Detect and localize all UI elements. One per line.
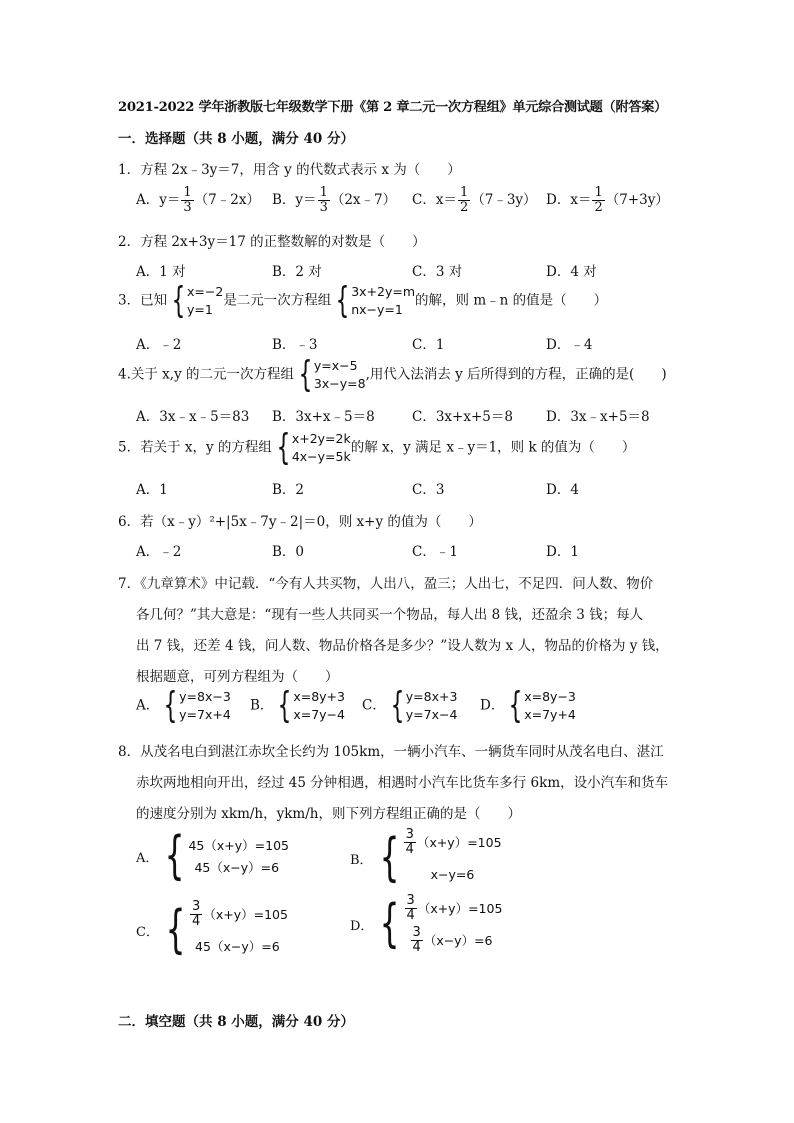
q2-option-d: D．4 对 (546, 264, 597, 280)
question-7-line-1: 7．《九章算术》中记载．“今有人共买物，人出八，盈三；人出七，不足四．问人数、物价 (118, 576, 654, 592)
question-2-stem: 2．方程 2x+3y＝17 的正整数解的对数是（ ） (118, 234, 426, 250)
q5-option-c: C．3 (412, 482, 445, 498)
q2-option-c: C．3 对 (412, 264, 463, 280)
q1-option-d: D．x＝ $\frac{1}{2}$ （7+3y） (546, 185, 669, 215)
q1-option-a: A．y＝ $\frac{1}{3}$ （7﹣2x） (136, 185, 260, 215)
q6-option-c: C．﹣1 (412, 544, 458, 560)
q3-option-a: A．﹣2 (136, 337, 182, 353)
q4-option-b: B．3x+x﹣5＝8 (272, 409, 375, 425)
q8-option-d: D． { $\frac{3}{4}$ （x+y）=105 $\frac{3}{4}$ （x−y）=6 (350, 892, 503, 955)
q2-option-a: A．1 对 (136, 264, 186, 280)
question-8-line-2: 赤坎两地相向开出，经过 45 分钟相遇，相遇时小汽车比货车多行 6km，设小汽车和货车 (136, 775, 669, 791)
q2-option-b: B．2 对 (272, 264, 322, 280)
q7-option-a: A． { y=8x−3 y=7x+4 (136, 685, 231, 726)
q8-option-a: A． { 45（x+y）=105 45（x−y）=6 (136, 826, 289, 886)
q4-option-d: D．3x﹣x+5＝8 (546, 409, 650, 425)
question-3-stem: 3．已知 { x=−2 y=1 是二元一次方程组 { 3x+2y=m nx−y=1 的解，则 m﹣n 的值是（ ） (118, 280, 608, 321)
q5-option-d: D．4 (546, 482, 579, 498)
question-8-line-3: 的速度分别为 xkm/h，ykm/h，则下列方程组正确的是（ ） (136, 806, 521, 822)
q7-option-b: B． { x=8y+3 x=7y−4 (250, 685, 345, 726)
section-heading-choice: 一．选择题（共 8 小题，满分 40 分） (118, 131, 354, 147)
question-7-line-2: 各几何？”其大意是：“现有一些人共同买一个物品，每人出 8 钱，还盈余 3 钱；每人 (136, 607, 644, 623)
q5-option-a: A．1 (136, 482, 168, 498)
page-title: 2021-2022 学年浙教版七年级数学下册《第 2 章二元一次方程组》单元综合测试题（附答案） (118, 100, 667, 115)
q3-option-d: D．﹣4 (546, 337, 593, 353)
question-6-stem: 6．若（x﹣y）²+|5x﹣7y﹣2|＝0，则 x+y 的值为（ ） (118, 514, 482, 530)
q7-option-c: C． { y=8x+3 y=7x−4 (362, 685, 458, 726)
q1-option-b: B．y＝ $\frac{1}{3}$ （2x﹣7） (272, 185, 397, 215)
question-4-stem: 4.关于 x,y 的二元一次方程组 { y=x−5 3x−y=8 ,用代入法消去 y 后所得到的方程，正确的是( ) (118, 354, 667, 395)
q4-option-a: A．3x﹣x﹣5＝83 (136, 409, 250, 425)
q3-option-c: C．1 (412, 337, 445, 353)
question-7-line-3: 出 7 钱，还差 4 钱，问人数、物品价格各是多少？”设人数为 x 人，物品的价格为 y 钱， (136, 638, 669, 654)
question-8-line-1: 8．从茂名电白到湛江赤坎全长约为 105km，一辆小汽车、一辆货车同时从茂名电白、湛江 (118, 744, 664, 760)
q7-option-d: D． { x=8y−3 x=7y+4 (480, 685, 576, 726)
question-5-stem: 5．若关于 x，y 的方程组 { x+2y=2k 4x−y=5k 的解 x，y 满足 x﹣y＝1，则 k 的值为（ ） (118, 427, 636, 468)
section-heading-fill-in: 二．填空题（共 8 小题，满分 40 分） (118, 1014, 354, 1030)
q1-option-c: C．x＝ $\frac{1}{2}$ （7﹣3y） (412, 185, 537, 215)
q6-option-b: B．0 (272, 544, 305, 560)
q5-option-b: B．2 (272, 482, 305, 498)
q8-option-b: B． { $\frac{3}{4}$ （x+y）=105 x−y=6 (350, 826, 502, 888)
q6-option-a: A．﹣2 (136, 544, 182, 560)
q3-option-b: B．﹣3 (272, 337, 318, 353)
q8-option-c: C． { $\frac{3}{4}$ （x+y）=105 45（x−y）=6 (136, 898, 288, 960)
q6-option-d: D．1 (546, 544, 579, 560)
question-7-line-4: 根据题意，可列方程组为（ ） (136, 669, 339, 685)
q4-option-c: C．3x+x+5＝8 (412, 409, 513, 425)
question-1-stem: 1．方程 2x﹣3y＝7，用含 y 的代数式表示 x 为（ ） (118, 162, 461, 178)
